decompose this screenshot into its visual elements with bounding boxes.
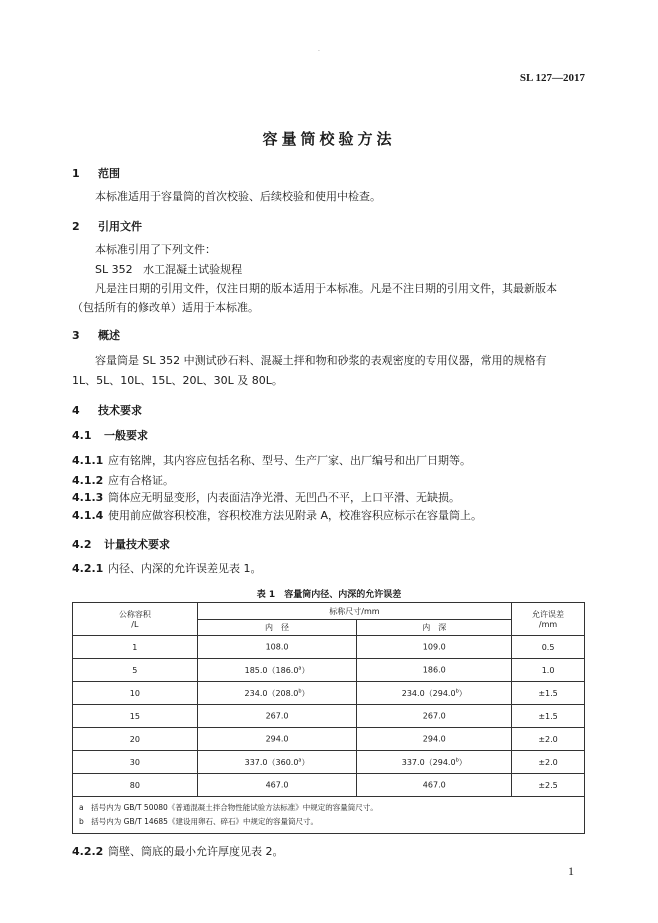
clause-number: 4.2.1 [72,562,104,575]
header-diameter: 内 径 [197,620,357,636]
header-capacity [73,603,198,636]
header-nominal-size: 标称尺寸/mm [197,603,511,620]
cell-text: 234.0（208.0 [244,688,299,698]
table-caption: 表 1 容量筒内径、内深的允许误差 [256,590,402,600]
reference-entry [95,261,242,278]
cell-tolerance [512,659,585,682]
clause-4-1-2 [72,472,174,488]
clause-4-1-3 [72,489,460,505]
header-tolerance-line2: /mm [538,620,558,629]
table-note-a: a 括号内为 GB/T 50080《普通混凝土拌合物性能试验方法标准》中规定的容量筒尺寸。 [79,803,378,812]
clause-number: 4.1.1 [72,454,104,467]
table-row [73,705,585,728]
cell-text: 294.0 [422,734,446,744]
cell-diameter [197,705,357,728]
cell-text: 30 [129,757,140,767]
cell-tolerance [512,705,585,728]
cell-diameter [197,682,357,705]
cell-depth [357,728,512,751]
cell-text: 337.0（294.0 [401,757,456,767]
header-tolerance-line1: 允许误差 [532,610,565,619]
cell-text: 467.0 [265,780,289,790]
cell-text: ±2.0 [538,757,558,767]
footnote-mark: b [455,756,459,763]
cell-capacity [73,751,198,774]
clause-number: 4.2.2 [72,845,104,858]
clause-text: 筒壁、筒底的最小允许厚度见表 2。 [108,845,284,858]
section-number: 4.2 [72,538,92,551]
section-3-heading [72,327,120,343]
section-2-note-line-1: 凡是注日期的引用文件，仅注日期的版本适用于本标准。凡是不注日期的引用文件，其最新版本 [95,282,557,295]
cell-depth [357,751,512,774]
cell-text: ） [301,688,310,698]
cell-text: 185.0（186.0 [244,665,299,675]
page-title: 容量筒校验方法 [262,130,396,148]
section-number: 4 [72,404,80,417]
section-title: 范围 [98,167,120,180]
footnote-mark: b [455,687,459,694]
section-1-text: 本标准适用于容量筒的首次校验、后续校验和使用中检查。 [95,190,381,203]
cell-text: ±2.5 [538,780,558,790]
section-4-heading [72,402,142,418]
section-title: 技术要求 [98,404,142,417]
cell-text: 186.0 [422,665,446,675]
cell-text: 108.0 [265,642,289,652]
cell-diameter [197,636,357,659]
section-3-line-1: 容量筒是 SL 352 中测试砂石料、混凝土拌和物和砂浆的表观密度的专用仪器，常用的规格有 [95,354,547,367]
cell-tolerance [512,751,585,774]
clause-4-2-2 [72,843,284,859]
section-2-heading [72,218,142,234]
cell-tolerance [512,682,585,705]
cell-text: 1 [132,642,138,652]
clause-number: 4.1.4 [72,509,104,522]
cell-capacity [73,774,198,797]
clause-text: 应有合格证。 [108,474,174,487]
header-capacity-line2: /L [131,620,139,629]
clause-4-1-4 [72,507,482,523]
section-4-2-heading [72,536,170,552]
cell-text: ） [458,688,467,698]
cell-text: ） [301,757,310,767]
clause-4-2-1 [72,560,262,576]
cell-text: ±1.5 [538,688,558,698]
footnote-mark: b [298,687,302,694]
cell-capacity [73,728,198,751]
cell-text: 5 [132,665,138,675]
cell-depth [357,682,512,705]
table-row [73,659,585,682]
section-number: 3 [72,329,80,342]
section-2-intro: 本标准引用了下列文件： [95,243,216,256]
cell-text: 1.0 [541,665,555,675]
clause-number: 4.1.2 [72,474,104,487]
cell-capacity [73,659,198,682]
section-title: 计量技术要求 [104,538,170,551]
cell-depth [357,774,512,797]
cell-tolerance [512,728,585,751]
section-title: 概述 [98,329,120,342]
header-capacity-line1: 公称容积 [118,610,151,619]
table-row [73,728,585,751]
cell-depth [357,705,512,728]
section-1-heading [72,165,120,181]
clause-text: 内径、内深的允许误差见表 1。 [108,562,262,575]
clause-number: 4.1.3 [72,491,104,504]
cell-text: 10 [129,688,140,698]
section-2-note-line-2: （包括所有的修改单）适用于本标准。 [72,301,259,314]
cell-depth [357,659,512,682]
section-number: 2 [72,220,80,233]
cell-capacity [73,682,198,705]
section-title: 引用文件 [98,220,142,233]
header-tolerance [512,603,585,636]
cell-capacity [73,705,198,728]
cell-diameter [197,728,357,751]
cell-text: 80 [129,780,140,790]
cell-text: 234.0（294.0 [401,688,456,698]
clause-text: 使用前应做容积校准，容积校准方法见附录 A，校准容积应标示在容量筒上。 [108,509,483,522]
footnote-mark: a [298,756,302,763]
cell-text: ） [458,757,467,767]
cell-depth [357,636,512,659]
cell-text: ） [301,665,310,675]
reference-title: 水工混凝土试验规程 [143,263,243,276]
cell-diameter [197,659,357,682]
section-number: 1 [72,167,80,180]
cell-tolerance [512,774,585,797]
table-row [73,774,585,797]
footnote-mark: a [298,664,302,671]
table-row [73,682,585,705]
table-notes [73,797,585,834]
cell-text: 0.5 [541,642,555,652]
cell-text: 267.0 [265,711,289,721]
clause-text: 应有铭牌，其内容应包括名称、型号、生产厂家、出厂编号和出厂日期等。 [108,454,471,467]
clause-text: 筒体应无明显变形，内表面洁净光滑、无凹凸不平，上口平滑、无缺损。 [108,491,460,504]
cell-text: 294.0 [265,734,289,744]
cell-text: 337.0（360.0 [244,757,299,767]
cell-text: 467.0 [422,780,446,790]
section-number: 4.1 [72,429,92,442]
section-4-1-heading [72,427,148,443]
table-note-b: b 括号内为 GB/T 14685《建设用卵石、碎石》中规定的容量筒尺寸。 [79,817,318,826]
page-number: 1 [568,864,574,878]
cell-diameter [197,774,357,797]
table-row [73,636,585,659]
clause-4-1-1 [72,452,471,468]
document-number: SL 127—2017 [519,72,585,84]
section-title: 一般要求 [104,429,148,442]
cell-text: 109.0 [422,642,446,652]
header-depth: 内 深 [357,620,512,636]
scan-mark: . [318,46,320,53]
tolerance-table [72,602,585,834]
cell-text: 15 [129,711,140,721]
cell-capacity [73,636,198,659]
cell-text: ±1.5 [538,711,558,721]
reference-code: SL 352 [95,263,133,276]
section-3-line-2: 1L、5L、10L、15L、20L、30L 及 80L。 [72,374,283,387]
cell-text: ±2.0 [538,734,558,744]
cell-diameter [197,751,357,774]
table-row [73,751,585,774]
cell-text: 20 [129,734,140,744]
cell-text: 267.0 [422,711,446,721]
cell-tolerance [512,636,585,659]
